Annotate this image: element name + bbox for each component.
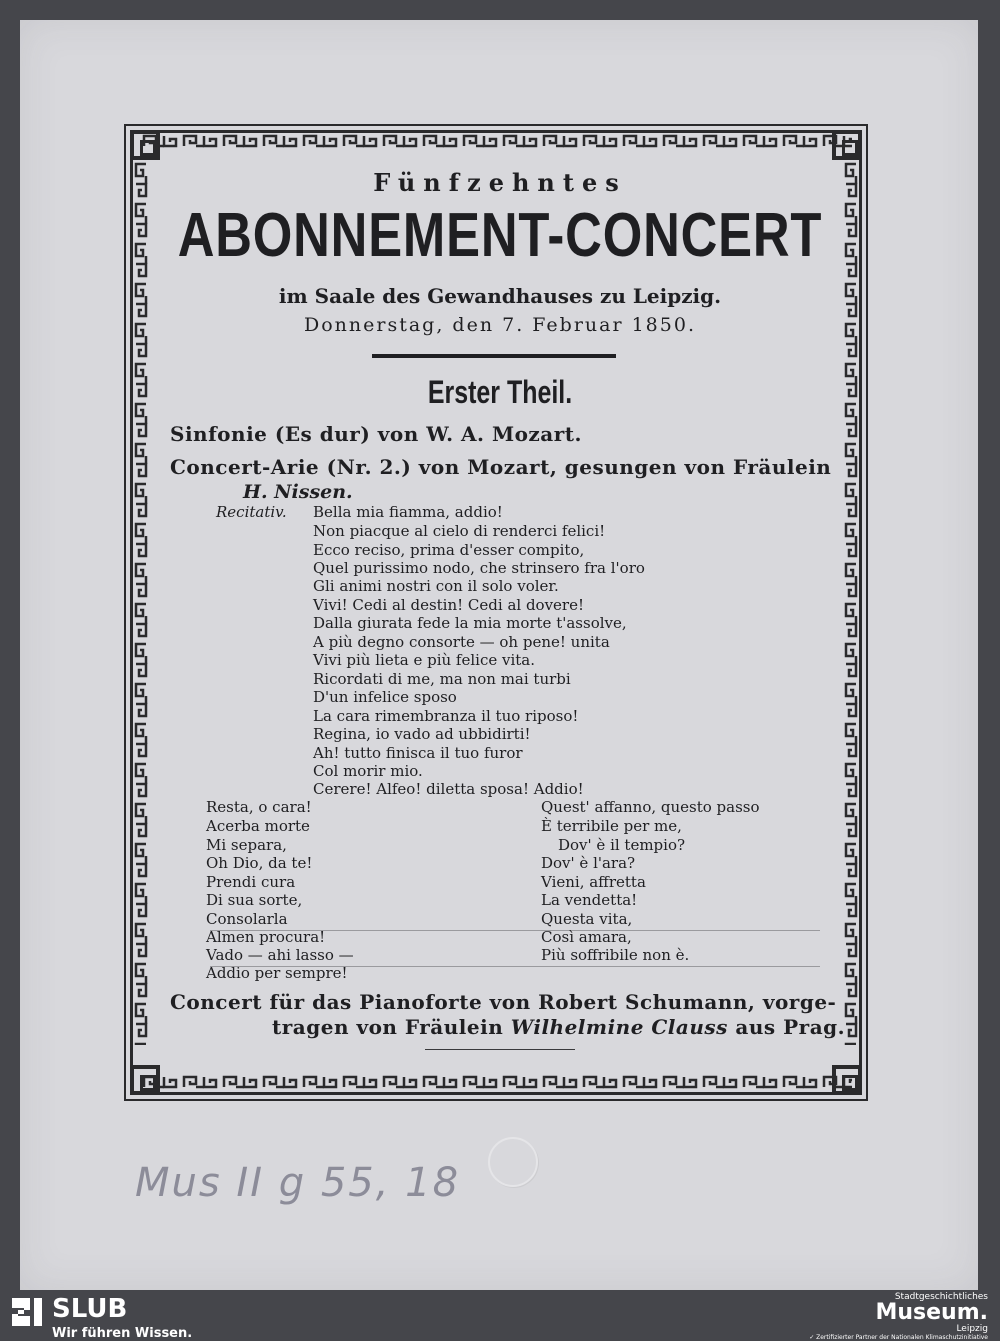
part-heading: Erster Theil.: [427, 374, 573, 410]
text-line: Vivi! Cedi al destin! Cedi al dovere!: [313, 596, 585, 614]
text-line: Regina, io vado ad ubbidirti!: [313, 725, 531, 743]
text-line: Bella mia fiamma, addio!: [313, 503, 503, 521]
text-line: Dalla giurata fede la mia morte t'assolve,: [313, 614, 627, 632]
text-line: Vado — ahi lasso —: [206, 946, 354, 964]
text-line: Ricordati di me, ma non mai turbi: [313, 670, 571, 688]
text-line: Quel purissimo nodo, che strinsero fra l'oro: [313, 559, 645, 577]
program-item-symphony: Sinfonie (Es dur) von W. A. Mozart.: [170, 422, 582, 446]
museum-top-line: Stadtgeschichtliches: [894, 1292, 988, 1302]
corner-ornament: [832, 1065, 862, 1095]
text-line: Col morir mio.: [313, 762, 423, 780]
text-line: tragen von Fräulein: [272, 1015, 511, 1039]
text-line: Ecco reciso, prima d'esser compito,: [313, 541, 585, 559]
text-line: Resta, o cara!: [206, 798, 312, 816]
border-pattern: [140, 1073, 852, 1091]
text-line: Prendi cura: [206, 873, 296, 891]
museum-name: Museum.: [875, 1300, 988, 1325]
blind-stamp: [488, 1137, 538, 1187]
text-line: Vivi più lieta e più felice vita.: [313, 651, 535, 669]
text-line: Non piacque al cielo di renderci felici!: [313, 522, 606, 540]
text-line: Gli animi nostri con il solo voler.: [313, 577, 559, 595]
text-line: Cerere! Alfeo! diletta sposa! Addio!: [313, 780, 584, 798]
text-line: Vieni, affretta: [541, 873, 646, 891]
text-line: Oh Dio, da te!: [206, 854, 313, 872]
venue-line: im Saale des Gewandhauses zu Leipzig.: [278, 284, 722, 308]
title-divider: [372, 354, 616, 358]
museum-city: Leipzig: [956, 1324, 988, 1334]
text-line: Dov' è l'ara?: [541, 854, 636, 872]
text-line: Addio per sempre!: [206, 964, 348, 982]
corner-ornament: [832, 130, 862, 160]
text-line: aus Prag.: [727, 1015, 846, 1039]
slub-name: SLUB: [52, 1294, 128, 1324]
slub-tagline: Wir führen Wissen.: [52, 1326, 193, 1341]
corner-ornament: [130, 1065, 160, 1095]
museum-logo[interactable]: [809, 1292, 988, 1341]
text-line: Di sua sorte,: [206, 891, 303, 909]
text-line: D'un infelice sposo: [313, 688, 457, 706]
text-line: Più soffribile non è.: [541, 946, 690, 964]
greek-key-border-bottom: [140, 1073, 852, 1091]
text-line: Almen procura!: [206, 928, 326, 946]
concert-ordinal: Fünfzehntes: [373, 168, 627, 197]
text-line: Dov' è il tempio?: [558, 836, 686, 854]
program-item-concerto-cont: [272, 1015, 845, 1039]
text-line: Mi separa,: [206, 836, 287, 854]
program-item-aria: Concert-Arie (Nr. 2.) von Mozart, gesungen von Fräulein: [170, 455, 832, 479]
soloist-name: Wilhelmine Clauss: [510, 1015, 728, 1039]
text-line: Acerba morte: [206, 817, 310, 835]
text-line: Ah! tutto finisca il tuo furor: [313, 744, 523, 762]
text-line: La cara rimembranza il tuo riposo!: [313, 707, 579, 725]
text-line: Consolarla: [206, 910, 288, 928]
border-pattern: [140, 132, 852, 150]
text-line: Così amara,: [541, 928, 632, 946]
program-item-concerto: Concert für das Pianoforte von Robert Schumann, vorge-: [170, 990, 837, 1014]
show-through-rule: [210, 966, 820, 967]
greek-key-border-top: [140, 132, 852, 150]
date-line: Donnerstag, den 7. Februar 1850.: [304, 314, 696, 336]
recitative-label: Recitativ.: [216, 503, 287, 521]
handwritten-shelfmark: Mus II g 55, 18: [135, 1160, 461, 1206]
text-line: Quest' affanno, questo passo: [541, 798, 760, 816]
slub-logo-icon: [10, 1296, 44, 1328]
text-line: A più degno consorte — oh pene! unita: [313, 633, 610, 651]
closing-rule: [425, 1049, 575, 1050]
show-through-rule: [210, 930, 820, 931]
concert-title: ABONNEMENT-CONCERT: [177, 201, 823, 270]
text-line: È terribile per me,: [541, 817, 682, 835]
museum-note: ✓ Zertifizierter Partner der Nationalen Klimaschutzinitiative: [809, 1334, 988, 1341]
text-line: La vendetta!: [541, 891, 638, 909]
corner-ornament: [130, 130, 160, 160]
aria-performer: H. Nissen.: [243, 481, 353, 503]
text-line: Questa vita,: [541, 910, 633, 928]
